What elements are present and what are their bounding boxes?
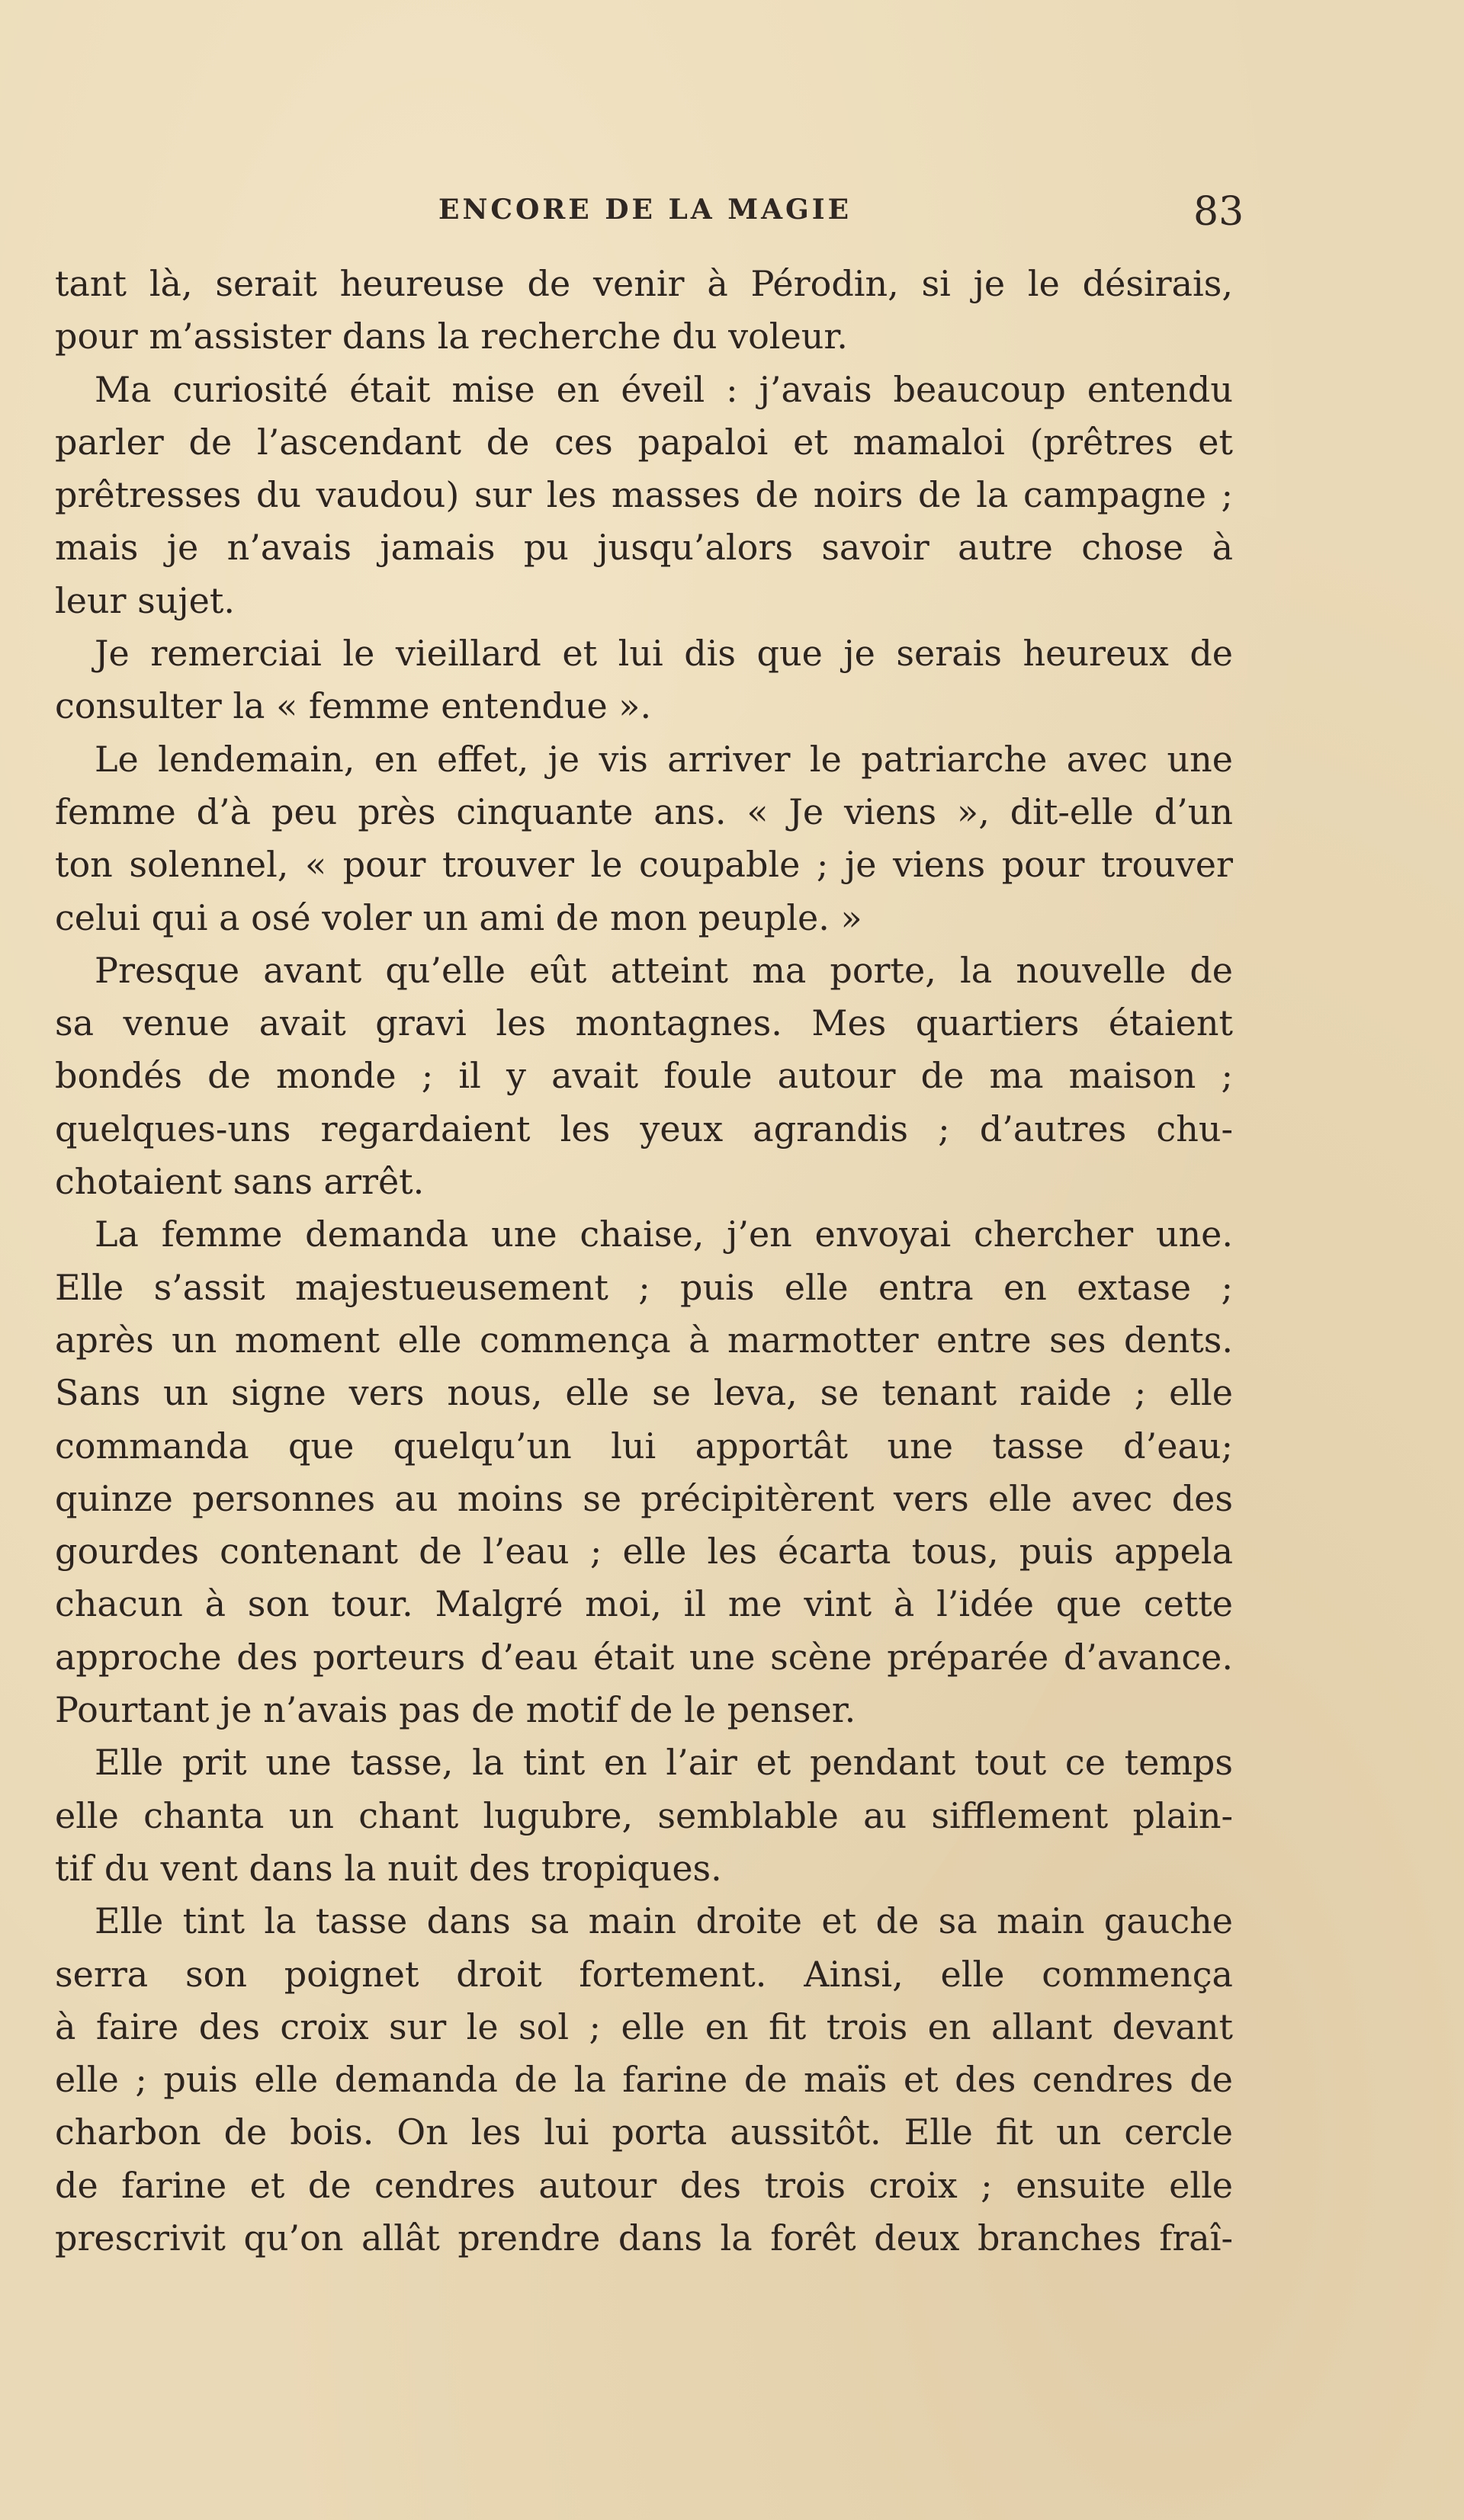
text-line: approche des porteurs d’eau était une scène préparée d’avance. (55, 1636, 1233, 1678)
text-line: tif du vent dans la nuit des tropiques. (55, 1847, 722, 1889)
text-line: serra son poignet droit fortement. Ainsi, elle commença (55, 1953, 1233, 1995)
text-line: pour m’assister dans la recherche du voleur. (55, 316, 848, 357)
running-title: ENCORE DE LA MAGIE (438, 194, 852, 226)
text-line: Ma curiosité était mise en éveil : j’avais beaucoup entendu (95, 368, 1233, 410)
text-line: Presque avant qu’elle eût atteint ma porte, la nouvelle de (95, 949, 1233, 991)
text-line: Pourtant je n’avais pas de motif de le penser. (55, 1689, 856, 1731)
text-line: Elle prit une tasse, la tint en l’air et pendant tout ce temps (95, 1742, 1233, 1784)
text-line: Le lendemain, en effet, je vis arriver le patriarche avec une (95, 738, 1233, 780)
text-line: Elle tint la tasse dans sa main droite et de sa main gauche (95, 1900, 1233, 1942)
text-line: La femme demanda une chaise, j’en envoyai chercher une. (95, 1214, 1233, 1255)
text-line: parler de l’ascendant de ces papaloi et mamaloi (prêtres et (55, 421, 1233, 463)
text-line: charbon de bois. On les lui porta aussitôt. Elle fit un cercle (55, 2111, 1233, 2153)
text-line: commanda que quelqu’un lui apportât une tasse d’eau; (55, 1425, 1233, 1467)
page-header (0, 189, 1464, 235)
text-line: de farine et de cendres autour des trois croix ; ensuite elle (55, 2164, 1233, 2206)
text-line: elle chanta un chant lugubre, semblable au sifflement plain- (55, 1794, 1233, 1836)
text-line: après un moment elle commença à marmotter entre ses dents. (55, 1319, 1233, 1361)
text-line: bondés de monde ; il y avait foule autour de ma maison ; (55, 1055, 1233, 1097)
text-line: chotaient sans arrêt. (55, 1161, 425, 1203)
text-line: tant là, serait heureuse de venir à Pérodin, si je le désirais, (55, 263, 1233, 304)
text-line: chacun à son tour. Malgré moi, il me vint à l’idée que cette (55, 1583, 1233, 1625)
text-line: Elle s’assit majestueusement ; puis elle entra en extase ; (55, 1266, 1233, 1308)
text-line: leur sujet. (55, 579, 235, 621)
text-line: consulter la « femme entendue ». (55, 685, 652, 727)
text-line: Je remerciai le vieillard et lui dis que je serais heureux de (95, 633, 1233, 675)
text-line: celui qui a osé voler un ami de mon peuple. » (55, 896, 862, 938)
text-line: quelques-uns regardaient les yeux agrandis ; d’autres chu- (55, 1108, 1233, 1149)
text-line: prêtresses du vaudou) sur les masses de noirs de la campagne ; (55, 474, 1233, 516)
text-line: elle ; puis elle demanda de la farine de maïs et des cendres de (55, 2059, 1233, 2101)
text-line: mais je n’avais jamais pu jusqu’alors savoir autre chose à (55, 527, 1233, 569)
text-line: à faire des croix sur le sol ; elle en fit trois en allant devant (55, 2005, 1233, 2047)
text-line: femme d’à peu près cinquante ans. « Je viens », dit-elle d’un (55, 790, 1233, 832)
body-text (55, 258, 1233, 2265)
text-line: ton solennel, « pour trouver le coupable ; je viens pour trouver (55, 844, 1233, 886)
text-line: sa venue avait gravi les montagnes. Mes quartiers étaient (55, 1002, 1233, 1044)
page-number: 83 (1193, 189, 1244, 235)
text-line: Sans un signe vers nous, elle se leva, se tenant raide ; elle (55, 1372, 1233, 1414)
text-line: prescrivit qu’on allât prendre dans la forêt deux branches fraî- (55, 2217, 1233, 2259)
text-line: gourdes contenant de l’eau ; elle les écarta tous, puis appela (55, 1531, 1233, 1573)
text-line: quinze personnes au moins se précipitèrent vers elle avec des (55, 1477, 1233, 1519)
